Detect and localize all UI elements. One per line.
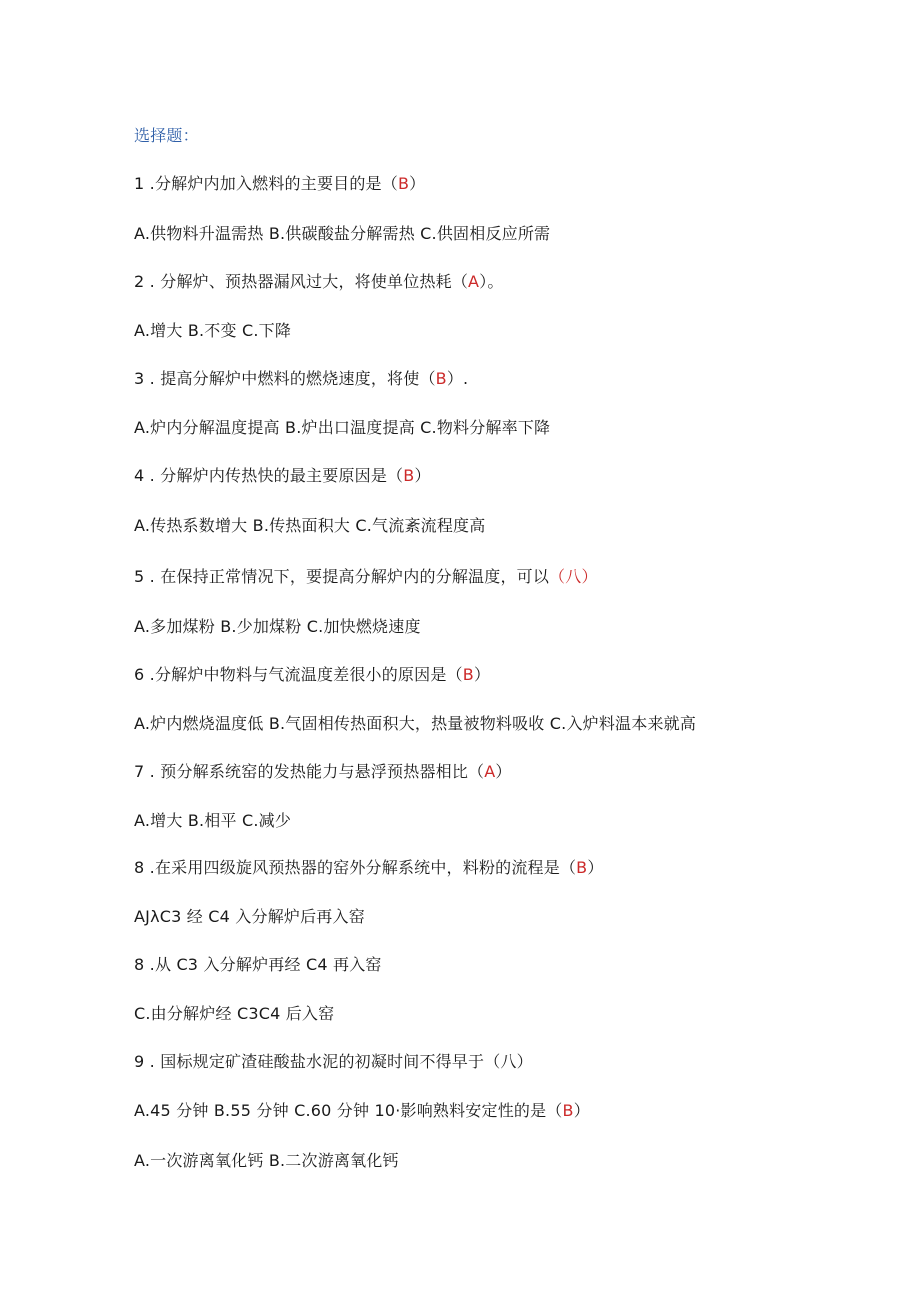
question-4 [134,465,431,487]
line-text: 8 .从 C3 入分解炉再经 C4 再入窑 [134,955,382,974]
line-text: 2 . 分解炉、预热器漏风过大，将使单位热耗（ [134,272,469,291]
options-6 [134,713,696,735]
line-text: 3 . 提高分解炉中燃料的燃烧速度，将使（ [134,369,436,388]
answer-mark: B [397,174,410,193]
line-text: 6 .分解炉中物料与气流温度差很小的原因是（ [134,665,463,684]
options-1 [134,223,550,245]
answer-mark: A [468,272,480,291]
line-suffix: ） [587,858,604,877]
line-text: C.由分解炉经 C3C4 后入窑 [134,1004,335,1023]
option-8b [134,954,382,976]
line-text: 8 .在采用四级旋风预热器的窑外分解系统中，料粉的流程是（ [134,858,577,877]
line-text: A.多加煤粉 B.少加煤粉 C.加快燃烧速度 [134,617,421,636]
line-text: A.增大 B.不变 C.下降 [134,321,292,340]
answer-mark: B [462,665,474,684]
question-5 [134,566,598,588]
line-text: A.增大 B.相平 C.减少 [134,811,292,830]
line-suffix: ） [495,762,512,781]
line-text: 4 . 分解炉内传热快的最主要原因是（ [134,466,404,485]
line-suffix: ） [414,466,431,485]
line-text: A.传热系数增大 B.传热面积大 C.气流紊流程度高 [134,516,486,535]
question-1 [134,173,425,195]
line-suffix: ）. [446,369,469,388]
line-text: 9 . 国标规定矿渣硅酸盐水泥的初凝时间不得早于（八） [134,1052,533,1071]
options-5 [134,616,421,638]
question-2 [134,271,504,293]
question-8 [134,857,604,879]
line-text: 1 .分解炉内加入燃料的主要目的是（ [134,174,398,193]
question-6 [134,664,490,686]
option-8c [134,1003,334,1025]
line-text: A.供物料升温需热 B.供碳酸盐分解需热 C.供固相反应所需 [134,224,551,243]
line-text: A.炉内燃烧温度低 B.气固相传热面积大，热量被物料吸收 C.入炉料温本来就高 [134,714,697,733]
section-title: 选择题： [134,126,199,145]
line-text: A.炉内分解温度提高 B.炉出口温度提高 C.物料分解率下降 [134,418,551,437]
line-suffix: ） [409,174,426,193]
answer-mark: B [403,466,415,485]
question-7 [134,761,512,783]
answer-mark: B [576,858,588,877]
line-text: AJλC3 经 C4 入分解炉后再入窑 [134,907,365,926]
options-10 [134,1150,399,1172]
options-3 [134,417,550,439]
options-2 [134,320,291,342]
question-3 [134,368,468,390]
line-text: 7 . 预分解系统窑的发热能力与悬浮预热器相比（ [134,762,485,781]
line-suffix: ）。 [479,272,504,291]
line-text: 5 . 在保持正常情况下，要提高分解炉内的分解温度，可以 [134,567,550,586]
options-7 [134,810,291,832]
question-9 [134,1051,533,1073]
answer-mark: A [484,762,496,781]
options-4 [134,515,485,537]
answer-mark: B [435,369,447,388]
line-text: A.45 分钟 B.55 分钟 C.60 分钟 10·影响熟料安定性的是（ [134,1101,563,1120]
options-9-question-10 [134,1100,590,1122]
line-text: A.一次游离氧化钙 B.二次游离氧化钙 [134,1151,399,1170]
option-8a [134,906,365,928]
line-suffix: ） [573,1101,590,1120]
answer-mark: B [562,1101,574,1120]
answer-mark: （八） [549,567,598,586]
line-suffix: ） [473,665,491,684]
